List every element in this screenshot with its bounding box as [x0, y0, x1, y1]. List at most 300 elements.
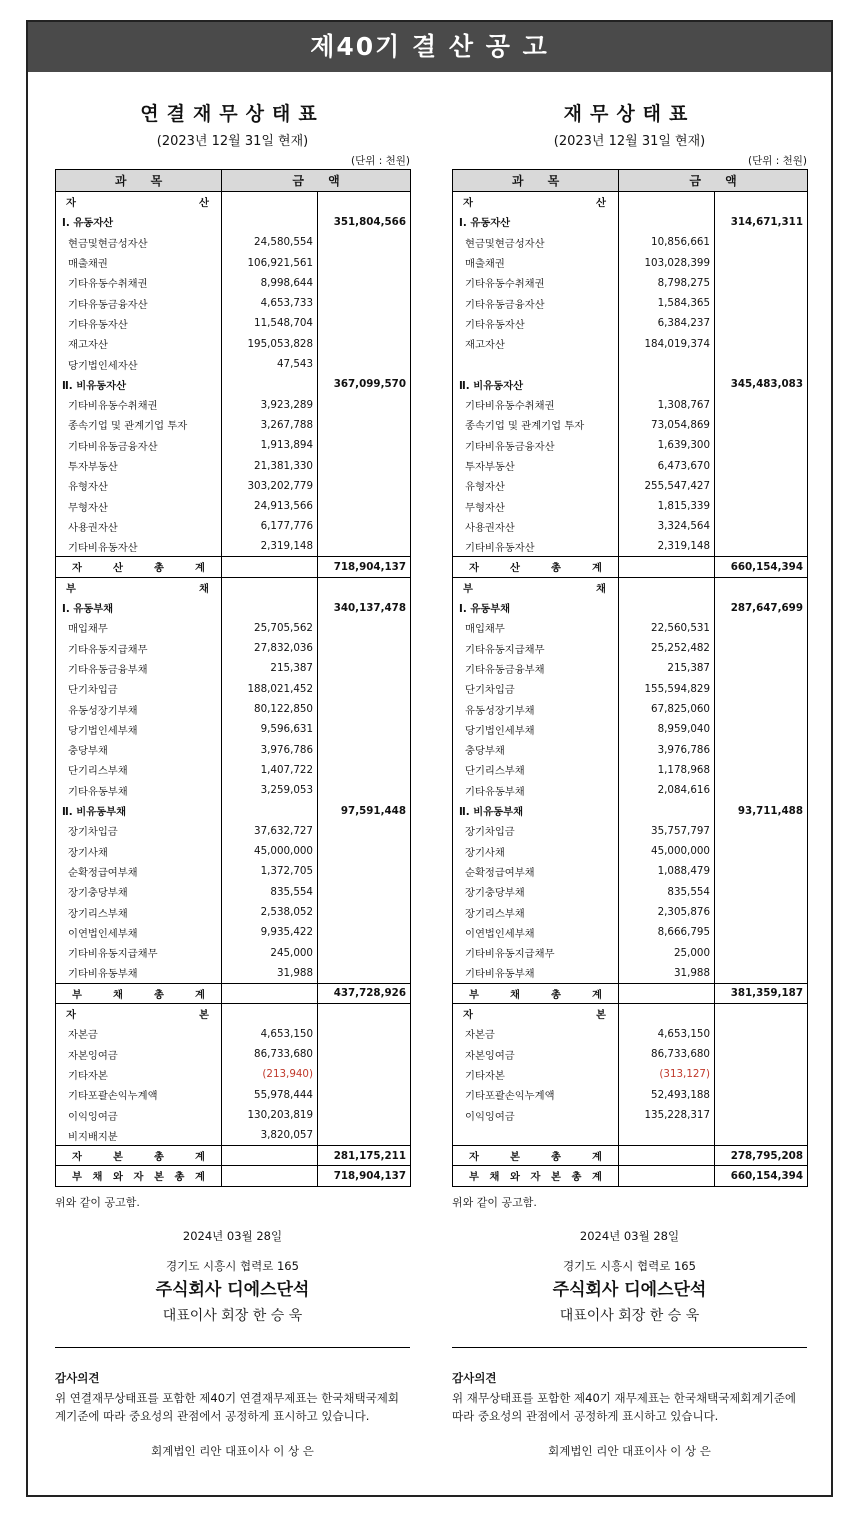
divider	[55, 1347, 410, 1348]
account-label: 기타유동금융자산	[56, 293, 222, 313]
table-row	[453, 455, 808, 475]
table-row	[453, 841, 808, 861]
table-row	[56, 394, 411, 414]
account-value: 215,387	[222, 658, 318, 678]
subtotal-value: 351,804,566	[318, 212, 411, 232]
account-label: 재고자산	[453, 334, 619, 354]
table-row	[453, 1024, 808, 1044]
account-value: (213,940)	[222, 1064, 318, 1084]
account-value: 3,976,786	[222, 740, 318, 760]
account-label: 당기법인세자산	[56, 354, 222, 374]
total-label-char: 총	[551, 562, 561, 575]
account-label: 기타비유동부채	[56, 963, 222, 983]
account-label: 장기충당부채	[56, 882, 222, 902]
account-value: 1,815,339	[619, 496, 715, 516]
total-label-char: 부	[469, 1171, 479, 1184]
account-value: 67,825,060	[619, 699, 715, 719]
table-row	[56, 1024, 411, 1044]
account-label: 기타비유동자산	[56, 537, 222, 557]
subtotal-label: Ⅰ. 유동부채	[453, 597, 619, 617]
table-row	[56, 313, 411, 333]
account-label: 기타유동자산	[56, 313, 222, 333]
auditor-name: 회계법인 리안 대표이사 이 상 은	[548, 1443, 711, 1458]
account-value: 1,913,894	[222, 435, 318, 455]
table-row	[453, 334, 808, 354]
auditor-name: 회계법인 리안 대표이사 이 상 은	[151, 1443, 314, 1458]
account-value: 1,584,365	[619, 293, 715, 313]
header-amount: 금 액	[222, 170, 411, 192]
account-value: 1,372,705	[222, 861, 318, 881]
table-row	[453, 1085, 808, 1105]
total-label-char: 계	[592, 1151, 602, 1164]
account-label: 장기리스부채	[453, 902, 619, 922]
account-value: 2,305,876	[619, 902, 715, 922]
account-label: 이익잉여금	[453, 1105, 619, 1125]
total-row	[56, 1145, 411, 1165]
table-row	[453, 780, 808, 800]
table-row	[453, 476, 808, 496]
total-value: 718,904,137	[318, 1166, 411, 1186]
table-row	[453, 882, 808, 902]
section-header-char: 본	[596, 1009, 606, 1022]
section-header-row	[453, 1003, 808, 1023]
table-row	[453, 537, 808, 557]
table-row	[56, 821, 411, 841]
account-value: 1,639,300	[619, 435, 715, 455]
table-row	[453, 963, 808, 983]
account-label: 단기차입금	[56, 679, 222, 699]
total-label-char: 총	[154, 1151, 164, 1164]
total-value: 660,154,394	[715, 557, 808, 577]
subtotal-label: Ⅱ. 비유동자산	[56, 374, 222, 394]
consolidated-column	[55, 72, 410, 1459]
table-row	[453, 942, 808, 962]
table-row	[56, 882, 411, 902]
notice-banner: 제40기 결 산 공 고	[28, 22, 831, 72]
total-label-char: 총	[154, 562, 164, 575]
account-value: 55,978,444	[222, 1085, 318, 1105]
table-row	[453, 394, 808, 414]
section-header-char: 산	[596, 197, 606, 210]
ceo-name: 대표이사 회장 한 승 욱	[559, 1307, 700, 1324]
total-label-char: 산	[510, 562, 520, 575]
account-label: 매출채권	[453, 252, 619, 272]
table-row	[56, 679, 411, 699]
account-value: 10,856,661	[619, 232, 715, 252]
account-value: 835,554	[222, 882, 318, 902]
account-value: 35,757,797	[619, 821, 715, 841]
account-label: 기타비유동부채	[453, 963, 619, 983]
subtotal-row	[453, 800, 808, 820]
subtotal-value: 340,137,478	[318, 597, 411, 617]
table-body	[453, 192, 808, 1187]
table-row	[453, 902, 808, 922]
total-label-char: 본	[154, 1171, 164, 1184]
account-label: 장기사채	[453, 841, 619, 861]
table-row	[453, 293, 808, 313]
header-amount: 금 액	[619, 170, 808, 192]
account-label: 기타비유동수취채권	[453, 394, 619, 414]
table-row	[453, 232, 808, 252]
subtotal-row	[56, 374, 411, 394]
table-row	[56, 699, 411, 719]
account-label: 이익잉여금	[56, 1105, 222, 1125]
table-row	[453, 861, 808, 881]
table-row	[453, 1105, 808, 1125]
total-row	[453, 983, 808, 1003]
section-header-char: 부	[66, 583, 76, 596]
unit-label: (단위 : 천원)	[351, 155, 410, 167]
subtotal-value: 345,483,083	[715, 374, 808, 394]
subtotal-value: 367,099,570	[318, 374, 411, 394]
account-label: 충당부채	[56, 740, 222, 760]
total-label-char: 채	[510, 988, 520, 1001]
audit-heading: 감사의견	[452, 1370, 497, 1385]
balance-sheet-table	[55, 169, 411, 1187]
account-value: 1,308,767	[619, 394, 715, 414]
section-header-char: 채	[596, 583, 606, 596]
account-value: 188,021,452	[222, 679, 318, 699]
account-label: 순확정급여부채	[56, 861, 222, 881]
account-label: 기타유동금융자산	[453, 293, 619, 313]
section-header-char: 본	[199, 1009, 209, 1022]
total-label-char: 자	[72, 1151, 82, 1164]
account-label: 사용권자산	[56, 516, 222, 536]
total-value: 660,154,394	[715, 1166, 808, 1186]
account-value: 303,202,779	[222, 476, 318, 496]
blank-row	[453, 354, 808, 374]
table-row	[56, 841, 411, 861]
account-value: 2,538,052	[222, 902, 318, 922]
table-row	[453, 740, 808, 760]
section-header-char: 자	[463, 1009, 473, 1022]
total-row	[56, 1166, 411, 1186]
account-value: 24,913,566	[222, 496, 318, 516]
account-value: 73,054,869	[619, 415, 715, 435]
notice-date: 2024년 03월 28일	[182, 1228, 283, 1243]
section-header-char: 채	[199, 583, 209, 596]
total-label-char: 산	[113, 562, 123, 575]
account-value: 130,203,819	[222, 1105, 318, 1125]
account-label: 당기법인세부채	[453, 719, 619, 739]
table-row	[56, 760, 411, 780]
audit-text: 위 재무상태표를 포함한 제40기 재무제표는 한국채택국제회계기준에 따라 중요성의 관점에서 공정하게 표시하고 있습니다.	[452, 1390, 796, 1423]
audit-heading: 감사의견	[55, 1370, 100, 1385]
subtotal-label: Ⅱ. 비유동부채	[56, 800, 222, 820]
total-value: 281,175,211	[318, 1145, 411, 1165]
account-value: 9,596,631	[222, 719, 318, 739]
table-row	[56, 1125, 411, 1145]
table-row	[453, 618, 808, 638]
balance-sheet-table	[452, 169, 808, 1187]
subtotal-row	[453, 597, 808, 617]
account-value: 24,580,554	[222, 232, 318, 252]
account-value: 1,178,968	[619, 760, 715, 780]
total-label-char: 와	[510, 1171, 520, 1184]
table-row	[56, 232, 411, 252]
account-label: 현금및현금성자산	[56, 232, 222, 252]
table-row	[56, 942, 411, 962]
table-row	[56, 516, 411, 536]
account-value: 11,548,704	[222, 313, 318, 333]
table-row	[56, 1085, 411, 1105]
total-label-char: 본	[551, 1171, 561, 1184]
section-header-char: 자	[463, 197, 473, 210]
table-row	[453, 922, 808, 942]
account-label: 재고자산	[56, 334, 222, 354]
account-label: 기타유동지급채무	[56, 638, 222, 658]
account-label: 기타비유동자산	[453, 537, 619, 557]
account-label: 기타유동부채	[453, 780, 619, 800]
account-label: 장기차입금	[56, 821, 222, 841]
company-address: 경기도 시흥시 협력로 165	[166, 1258, 299, 1273]
account-label: 기타유동수취채권	[56, 273, 222, 293]
total-label-char: 계	[195, 562, 205, 575]
section-header-char: 자	[66, 1009, 76, 1022]
subtotal-label: Ⅰ. 유동자산	[453, 212, 619, 232]
account-value: 3,923,289	[222, 394, 318, 414]
table-row	[453, 516, 808, 536]
total-label-char: 와	[113, 1171, 123, 1184]
total-label-char: 자	[530, 1171, 541, 1184]
subtotal-row	[453, 212, 808, 232]
total-value: 437,728,926	[318, 983, 411, 1003]
account-value: 2,084,616	[619, 780, 715, 800]
account-value: 9,935,422	[222, 922, 318, 942]
company-address: 경기도 시흥시 협력로 165	[563, 1258, 696, 1273]
account-label: 유동성장기부채	[453, 699, 619, 719]
table-row	[56, 476, 411, 496]
total-label-char: 부	[72, 988, 82, 1001]
account-label: 기타포괄손익누계액	[56, 1085, 222, 1105]
account-label: 장기차입금	[453, 821, 619, 841]
table-row	[56, 780, 411, 800]
account-label: 자본잉여금	[56, 1044, 222, 1064]
total-label-char: 자	[469, 562, 479, 575]
section-header-row	[453, 192, 808, 212]
account-label: 단기리스부채	[56, 760, 222, 780]
table-row	[56, 273, 411, 293]
table-row	[56, 415, 411, 435]
account-label: 유동성장기부채	[56, 699, 222, 719]
table-row	[453, 313, 808, 333]
account-label: 장기리스부채	[56, 902, 222, 922]
total-value: 278,795,208	[715, 1145, 808, 1165]
account-label: 투자부동산	[453, 455, 619, 475]
account-label: 장기사채	[56, 841, 222, 861]
account-value: 25,000	[619, 942, 715, 962]
statement-date: (2023년 12월 31일 현재)	[156, 134, 309, 149]
blank-row	[453, 1125, 808, 1145]
account-value: 22,560,531	[619, 618, 715, 638]
account-value: 86,733,680	[619, 1044, 715, 1064]
account-value: 184,019,374	[619, 334, 715, 354]
total-row	[453, 557, 808, 577]
audit-text: 위 연결재무상태표를 포함한 제40기 연결재무제표는 한국채택국제회계기준에 따라 중요성의 관점에서 공정하게 표시하고 있습니다.	[55, 1390, 399, 1423]
total-label-char: 자	[469, 1151, 479, 1164]
company-name: 주식회사 디에스단석	[552, 1279, 707, 1300]
account-label: 종속기업 및 관계기업 투자	[453, 415, 619, 435]
account-label: 순확정급여부채	[453, 861, 619, 881]
total-label-char: 총	[551, 1151, 561, 1164]
account-value: 8,998,644	[222, 273, 318, 293]
table-row	[56, 658, 411, 678]
account-label: 기타비유동수취채권	[56, 394, 222, 414]
header-item: 과 목	[453, 170, 619, 192]
table-row	[56, 252, 411, 272]
section-header-row	[56, 192, 411, 212]
account-value: 86,733,680	[222, 1044, 318, 1064]
statement-date: (2023년 12월 31일 현재)	[553, 134, 706, 149]
table-row	[56, 902, 411, 922]
account-label: 무형자산	[56, 496, 222, 516]
table-row	[453, 1044, 808, 1064]
account-value: 27,832,036	[222, 638, 318, 658]
table-row	[56, 455, 411, 475]
total-row	[56, 983, 411, 1003]
total-label-char: 채	[113, 988, 123, 1001]
account-value: 6,384,237	[619, 313, 715, 333]
total-label-char: 자	[133, 1171, 144, 1184]
account-value: 3,267,788	[222, 415, 318, 435]
account-label: 기타유동자산	[453, 313, 619, 333]
table-row	[453, 821, 808, 841]
table-row	[453, 496, 808, 516]
table-row	[453, 699, 808, 719]
table-row	[453, 252, 808, 272]
subtotal-value: 287,647,699	[715, 597, 808, 617]
account-label: 기타자본	[56, 1064, 222, 1084]
total-row	[56, 557, 411, 577]
account-label: 기타비유동지급채무	[56, 942, 222, 962]
total-label-char: 본	[510, 1151, 520, 1164]
account-value: 106,921,561	[222, 252, 318, 272]
account-value: 3,976,786	[619, 740, 715, 760]
account-value: 1,407,722	[222, 760, 318, 780]
account-label: 기타유동수취채권	[453, 273, 619, 293]
table-row	[453, 435, 808, 455]
account-label: 기타유동부채	[56, 780, 222, 800]
account-label: 당기법인세부채	[56, 719, 222, 739]
table-row	[56, 1105, 411, 1125]
account-label: 유형자산	[56, 476, 222, 496]
total-label-char: 계	[195, 1171, 205, 1184]
account-label: 단기리스부채	[453, 760, 619, 780]
notice-statement: 위와 같이 공고함.	[452, 1195, 537, 1209]
account-value: 45,000,000	[619, 841, 715, 861]
table-row	[56, 435, 411, 455]
total-value: 381,359,187	[715, 983, 808, 1003]
account-label: 기타비유동금융자산	[56, 435, 222, 455]
subtotal-row	[453, 374, 808, 394]
total-label-char: 총	[154, 988, 164, 1001]
total-label-char: 계	[592, 562, 602, 575]
account-value: 3,259,053	[222, 780, 318, 800]
table-row	[56, 922, 411, 942]
account-value: 37,632,727	[222, 821, 318, 841]
divider	[452, 1347, 807, 1348]
account-value: 31,988	[619, 963, 715, 983]
table-row	[453, 638, 808, 658]
total-label-char: 자	[72, 562, 82, 575]
total-label-char: 채	[489, 1171, 500, 1184]
account-value: 47,543	[222, 354, 318, 374]
subtotal-value: 93,711,488	[715, 800, 808, 820]
account-value: 45,000,000	[222, 841, 318, 861]
table-row	[56, 537, 411, 557]
account-label: 투자부동산	[56, 455, 222, 475]
statement-title: 재무상태표	[563, 103, 696, 125]
subtotal-label: Ⅰ. 유동부채	[56, 597, 222, 617]
section-header-row	[453, 577, 808, 597]
account-label: 사용권자산	[453, 516, 619, 536]
ceo-name: 대표이사 회장 한 승 욱	[162, 1307, 303, 1324]
section-header-char: 자	[66, 197, 76, 210]
account-value: 2,319,148	[222, 537, 318, 557]
table-row	[56, 1064, 411, 1084]
total-label-char: 부	[469, 988, 479, 1001]
total-label-char: 계	[195, 1151, 205, 1164]
account-value: 4,653,150	[222, 1024, 318, 1044]
account-value: 255,547,427	[619, 476, 715, 496]
table-row	[453, 760, 808, 780]
account-label: 자본금	[453, 1024, 619, 1044]
account-value: 6,473,670	[619, 455, 715, 475]
section-header-row	[56, 1003, 411, 1023]
table-row	[56, 354, 411, 374]
table-row	[453, 658, 808, 678]
account-value: 6,177,776	[222, 516, 318, 536]
table-row	[56, 963, 411, 983]
total-label-char: 총	[174, 1171, 185, 1184]
account-value: 835,554	[619, 882, 715, 902]
table-row	[56, 861, 411, 881]
company-name: 주식회사 디에스단석	[155, 1279, 310, 1300]
table-row	[453, 719, 808, 739]
subtotal-label: Ⅱ. 비유동부채	[453, 800, 619, 820]
account-label: 충당부채	[453, 740, 619, 760]
account-value: 135,228,317	[619, 1105, 715, 1125]
subtotal-label: Ⅱ. 비유동자산	[453, 374, 619, 394]
account-value: 21,381,330	[222, 455, 318, 475]
account-value: 8,959,040	[619, 719, 715, 739]
account-value: 8,666,795	[619, 922, 715, 942]
separate-column	[452, 72, 807, 1459]
table-row	[56, 740, 411, 760]
account-label: 이연법인세부채	[56, 922, 222, 942]
account-value: 195,053,828	[222, 334, 318, 354]
account-label: 기타포괄손익누계액	[453, 1085, 619, 1105]
unit-label: (단위 : 천원)	[748, 155, 807, 167]
account-label: 종속기업 및 관계기업 투자	[56, 415, 222, 435]
table-row	[453, 415, 808, 435]
account-value: 1,088,479	[619, 861, 715, 881]
account-label: 기타유동금융부채	[453, 658, 619, 678]
table-row	[56, 334, 411, 354]
statement-title: 연결재무상태표	[140, 103, 325, 125]
account-value: 52,493,188	[619, 1085, 715, 1105]
account-value: 215,387	[619, 658, 715, 678]
total-label-char: 부	[72, 1171, 82, 1184]
account-value: 31,988	[222, 963, 318, 983]
account-value: 25,705,562	[222, 618, 318, 638]
table-header	[56, 170, 411, 192]
notice-date: 2024년 03월 28일	[579, 1228, 680, 1243]
account-label: 매출채권	[56, 252, 222, 272]
header-item: 과 목	[56, 170, 222, 192]
table-body	[56, 192, 411, 1187]
account-value: 2,319,148	[619, 537, 715, 557]
